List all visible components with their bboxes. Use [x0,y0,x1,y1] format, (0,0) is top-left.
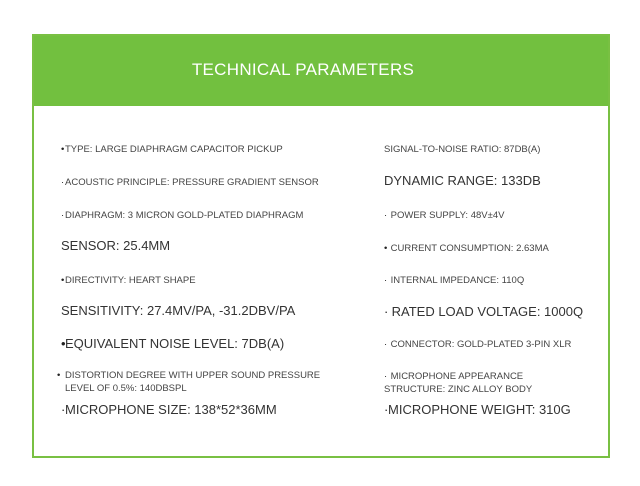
param-equivalent-noise: •EQUIVALENT NOISE LEVEL: 7DB(A) [61,336,285,351]
param-directivity: •DIRECTIVITY: HEART SHAPE [61,275,196,286]
param-rated-load-voltage: · RATED LOAD VOLTAGE: 1000Q [384,304,584,319]
param-appearance-structure: · MICROPHONE APPEARANCE STRUCTURE: ZINC ALLOY BODY [384,371,533,395]
parameters-card [32,34,610,458]
param-diaphragm: ·DIAPHRAGM: 3 MICRON GOLD-PLATED DIAPHRAGM [61,210,304,221]
param-dynamic-range: DYNAMIC RANGE: 133DB [384,173,541,188]
param-current-consumption: • CURRENT CONSUMPTION: 2.63MA [384,243,549,254]
header-title: TECHNICAL PARAMETERS [191,60,415,79]
param-internal-impedance: · INTERNAL IMPEDANCE: 110Q [384,275,525,286]
param-sensor: SENSOR: 25.4MM [61,238,171,253]
param-distortion: • DISTORTION DEGREE WITH UPPER SOUND PRESSURE LEVEL OF 0.5%: 140DBSPL [57,370,321,394]
param-acoustic-principle: ·ACOUSTIC PRINCIPLE: PRESSURE GRADIENT SENSOR [61,177,319,188]
param-connector: · CONNECTOR: GOLD-PLATED 3-PIN XLR [384,339,572,350]
header-banner [34,36,608,106]
param-type: •TYPE: LARGE DIAPHRAGM CAPACITOR PICKUP [61,144,283,155]
param-sensitivity: SENSITIVITY: 27.4MV/PA, -31.2DBV/PA [61,303,296,318]
param-power-supply: · POWER SUPPLY: 48V±4V [384,210,505,221]
param-microphone-size: ·MICROPHONE SIZE: 138*52*36MM [61,402,277,417]
param-microphone-weight: ·MICROPHONE WEIGHT: 310G [384,402,571,417]
param-signal-to-noise: SIGNAL-TO-NOISE RATIO: 87DB(A) [384,144,541,155]
